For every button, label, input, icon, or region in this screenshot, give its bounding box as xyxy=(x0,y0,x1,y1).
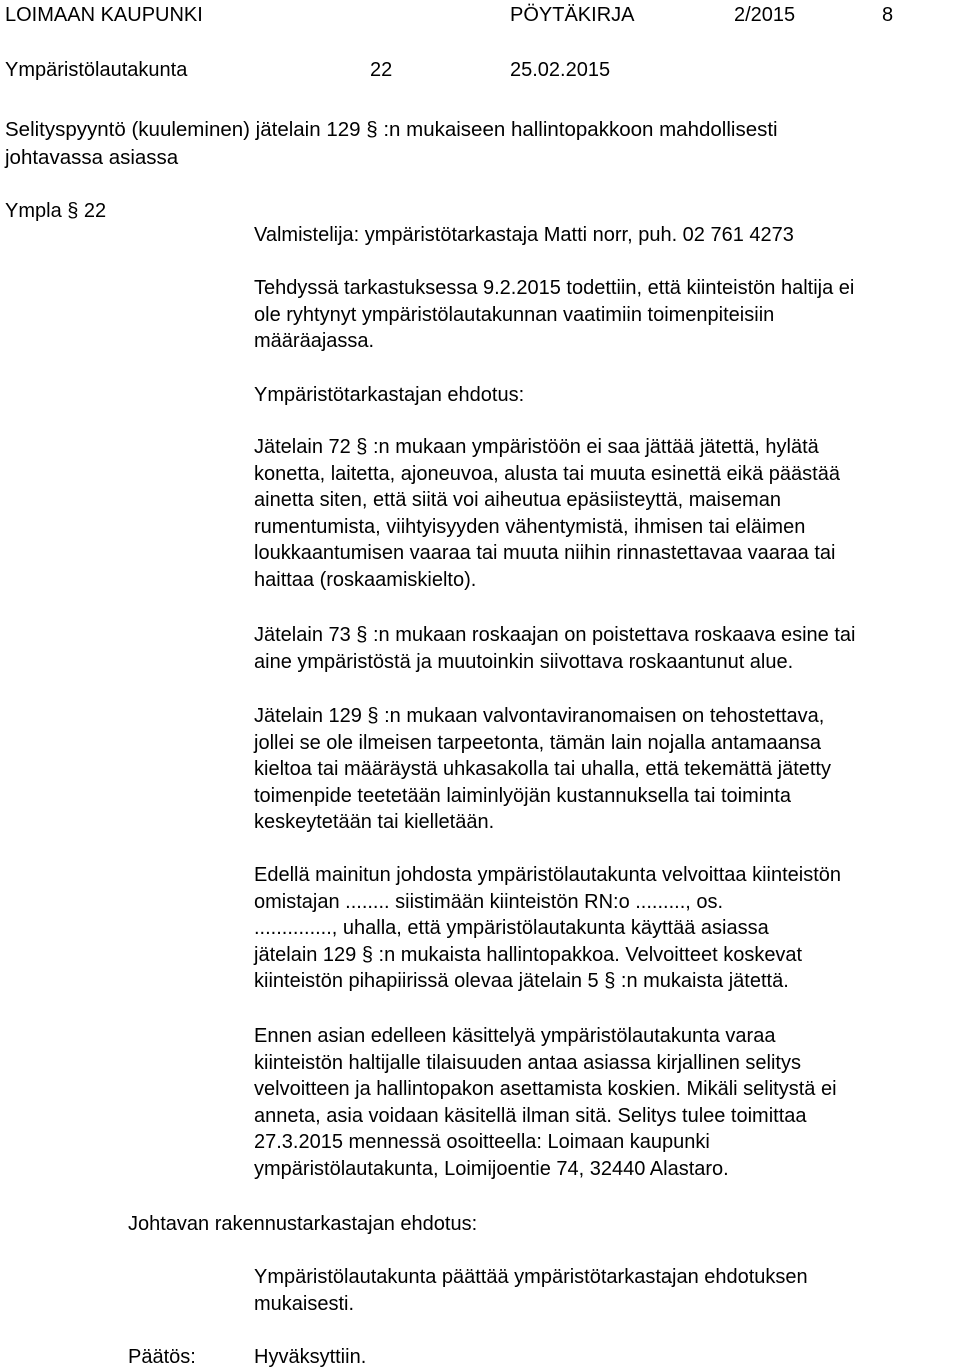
text-line: ainetta siten, että siitä voi aiheutua epäsiisteyttä, maiseman xyxy=(254,489,781,511)
text-line: toimenpide teetetään laiminlyöjän kustannuksella tai toiminta xyxy=(254,784,791,807)
text-line: ympäristölautakunta, Loimijoentie 74, 32440 Alastaro. xyxy=(254,1157,729,1180)
text-line: Edellä mainitun johdosta ympäristölautakunta velvoittaa kiinteistön xyxy=(254,864,842,886)
text-line: ole ryhtynyt ympäristölautakunnan vaatimiin toimenpiteisiin xyxy=(254,303,775,326)
text-line: velvoitteen ja hallintopakon asettamista koskien. Mikäli selitystä ei xyxy=(254,1078,837,1100)
paragraph-hearing xyxy=(254,1023,960,1182)
text-line: kieltoa tai määräystä uhkasakolla tai uhalla, että tekemättä jätetty xyxy=(254,758,831,780)
text-line: Jätelain 73 § :n mukaan roskaajan on poistettava roskaava esine tai xyxy=(254,624,856,646)
title-line: johtavassa asiassa xyxy=(5,146,179,169)
header-page-number: 8 xyxy=(882,4,894,26)
text-line: omistajan ........ siistimään kiinteistön RN:o ........., os. xyxy=(254,890,724,913)
text-line: kiinteistön haltijalle tilaisuuden antaa asiassa kirjallinen selitys xyxy=(254,1051,801,1074)
text-line: kiinteistön pihapiirissä olevaa jätelain 5 § :n mukaista jätettä. xyxy=(254,970,789,992)
preparer-line: Valmistelija: ympäristötarkastaja Matti norr, puh. 02 761 4273 xyxy=(254,224,794,246)
decision-value: Hyväksyttiin. xyxy=(254,1346,367,1368)
agenda-item-title xyxy=(5,116,955,172)
header-section: 22 xyxy=(370,59,393,81)
agenda-reference: Ympla § 22 xyxy=(5,200,107,222)
text-line: Jätelain 129 § :n mukaan valvontaviranomaisen on tehostettava, xyxy=(254,705,825,727)
text-line: määräajassa. xyxy=(254,330,375,352)
decision-label: Päätös: xyxy=(128,1346,196,1368)
paragraph-law-72 xyxy=(254,434,960,593)
text-line: loukkaantumisen vaaraa tai muuta niihin rinnastettavaa vaaraa tai xyxy=(254,542,836,564)
text-line: anneta, asia voidaan käsitellä ilman sitä. Selitys tulee toimittaa xyxy=(254,1104,807,1127)
text-line: Ympäristölautakunta päättää ympäristötarkastajan ehdotuksen xyxy=(254,1266,808,1288)
proposal-heading: Ympäristötarkastajan ehdotus: xyxy=(254,384,525,406)
text-line: haittaa (roskaamiskielto). xyxy=(254,568,477,591)
text-line: mukaisesti. xyxy=(254,1292,355,1315)
text-line: konetta, laitetta, ajoneuvoa, alusta tai muuta esinettä eikä päästää xyxy=(254,462,840,485)
title-line: Selityspyyntö (kuuleminen) jätelain 129 § :n mukaiseen hallintopakkoon mahdollisesti xyxy=(5,118,778,141)
inspection-paragraph xyxy=(254,275,960,355)
paragraph-law-73 xyxy=(254,622,960,675)
text-line: jätelain 129 § :n mukaista hallintopakkoa. Velvoitteet koskevat xyxy=(254,943,803,966)
text-line: rumentumista, viihtyisyyden vähentymistä, ihmisen tai eläimen xyxy=(254,515,806,538)
header-doc-number: 2/2015 xyxy=(734,4,796,26)
header-doc-type: PÖYTÄKIRJA xyxy=(510,4,635,26)
header-org: LOIMAAN KAUPUNKI xyxy=(5,4,203,26)
text-line: jollei se ole ilmeisen tarpeetonta, tämän lain nojalla antamaansa xyxy=(254,731,822,754)
paragraph-obligation xyxy=(254,862,960,995)
text-line: keskeytetään tai kielletään. xyxy=(254,811,495,833)
text-line: .............., uhalla, että ympäristölautakunta käyttää asiassa xyxy=(254,917,769,939)
text-line: Jätelain 72 § :n mukaan ympäristöön ei saa jättää jätettä, hylätä xyxy=(254,436,819,458)
text-line: Ennen asian edelleen käsittelyä ympäristölautakunta varaa xyxy=(254,1025,776,1047)
text-line: 27.3.2015 mennessä osoitteella: Loimaan kaupunki xyxy=(254,1131,710,1153)
text-line: aine ympäristöstä ja muutoinkin siivottava roskaantunut alue. xyxy=(254,650,794,673)
header-date: 25.02.2015 xyxy=(510,59,611,81)
header-board: Ympäristölautakunta xyxy=(5,59,188,81)
director-proposal-heading: Johtavan rakennustarkastajan ehdotus: xyxy=(128,1213,478,1235)
director-proposal-text xyxy=(254,1264,960,1317)
paragraph-law-129 xyxy=(254,703,960,836)
text-line: Tehdyssä tarkastuksessa 9.2.2015 todettiin, että kiinteistön haltija ei xyxy=(254,277,855,299)
